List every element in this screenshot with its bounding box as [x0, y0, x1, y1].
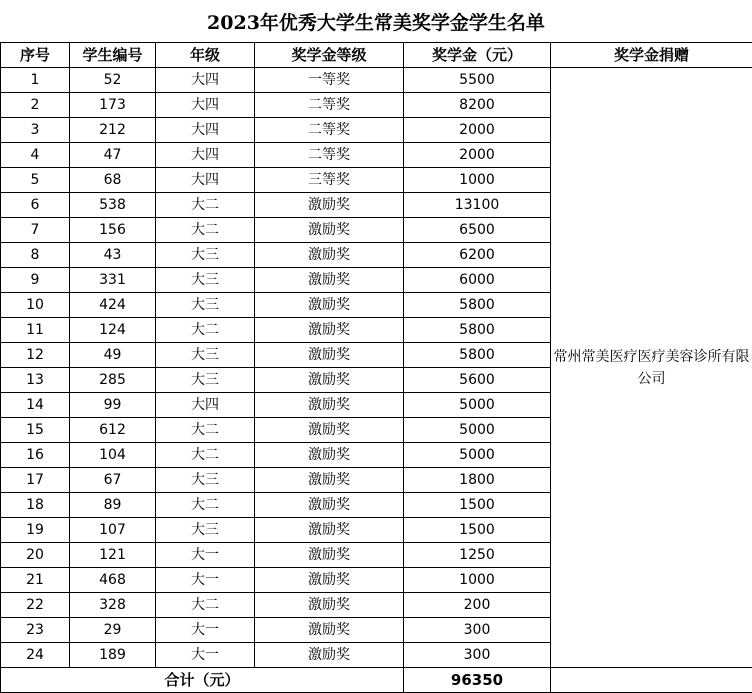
cell-student-id[interactable]: 52: [70, 68, 156, 93]
cell-grade[interactable]: 大四: [156, 93, 255, 118]
cell-amount[interactable]: 1800: [404, 468, 551, 493]
cell-student-id[interactable]: 538: [70, 193, 156, 218]
cell-amount[interactable]: 5000: [404, 443, 551, 468]
cell-grade[interactable]: 大三: [156, 293, 255, 318]
cell-award-level[interactable]: 激励奖: [255, 368, 404, 393]
header-donor[interactable]: 奖学金捐赠: [551, 43, 752, 68]
cell-student-id[interactable]: 124: [70, 318, 156, 343]
cell-student-id[interactable]: 43: [70, 243, 156, 268]
cell-student-id[interactable]: 173: [70, 93, 156, 118]
cell-student-id[interactable]: 47: [70, 143, 156, 168]
cell-amount[interactable]: 1500: [404, 493, 551, 518]
cell-amount[interactable]: 1000: [404, 568, 551, 593]
cell-student-id[interactable]: 68: [70, 168, 156, 193]
cell-award-level[interactable]: 激励奖: [255, 293, 404, 318]
cell-amount[interactable]: 5800: [404, 318, 551, 343]
cell-amount[interactable]: 200: [404, 593, 551, 618]
cell-index[interactable]: 7: [1, 218, 70, 243]
cell-index[interactable]: 2: [1, 93, 70, 118]
cell-index[interactable]: 17: [1, 468, 70, 493]
header-student-id[interactable]: 学生编号: [70, 43, 156, 68]
cell-amount[interactable]: 6200: [404, 243, 551, 268]
cell-grade[interactable]: 大四: [156, 68, 255, 93]
cell-index[interactable]: 9: [1, 268, 70, 293]
cell-grade[interactable]: 大三: [156, 368, 255, 393]
cell-award-level[interactable]: 激励奖: [255, 468, 404, 493]
cell-student-id[interactable]: 285: [70, 368, 156, 393]
cell-amount[interactable]: 2000: [404, 143, 551, 168]
sheet-title[interactable]: 2023年优秀大学生常美奖学金学生名单: [0, 0, 752, 42]
scholarship-table: [0, 42, 752, 693]
cell-grade[interactable]: 大一: [156, 568, 255, 593]
header-amount[interactable]: 奖学金（元）: [404, 43, 551, 68]
cell-award-level[interactable]: 激励奖: [255, 493, 404, 518]
cell-award-level[interactable]: 二等奖: [255, 118, 404, 143]
cell-award-level[interactable]: 激励奖: [255, 568, 404, 593]
cell-amount[interactable]: 8200: [404, 93, 551, 118]
cell-donor[interactable]: 常州常美医疗医疗美容诊所有限公司: [551, 68, 752, 668]
cell-student-id[interactable]: 99: [70, 393, 156, 418]
total-label[interactable]: 合计（元）: [1, 668, 404, 693]
cell-grade[interactable]: 大一: [156, 643, 255, 668]
cell-amount[interactable]: 5500: [404, 68, 551, 93]
cell-amount[interactable]: 5600: [404, 368, 551, 393]
cell-award-level[interactable]: 三等奖: [255, 168, 404, 193]
cell-grade[interactable]: 大二: [156, 318, 255, 343]
cell-index[interactable]: 5: [1, 168, 70, 193]
cell-award-level[interactable]: 二等奖: [255, 143, 404, 168]
cell-grade[interactable]: 大二: [156, 418, 255, 443]
cell-grade[interactable]: 大二: [156, 218, 255, 243]
cell-student-id[interactable]: 49: [70, 343, 156, 368]
cell-index[interactable]: 19: [1, 518, 70, 543]
cell-award-level[interactable]: 激励奖: [255, 593, 404, 618]
cell-student-id[interactable]: 89: [70, 493, 156, 518]
cell-student-id[interactable]: 67: [70, 468, 156, 493]
cell-award-level[interactable]: 激励奖: [255, 193, 404, 218]
header-index[interactable]: 序号: [1, 43, 70, 68]
cell-amount[interactable]: 5800: [404, 293, 551, 318]
cell-amount[interactable]: 5000: [404, 393, 551, 418]
total-row: [1, 668, 752, 693]
cell-index[interactable]: 11: [1, 318, 70, 343]
cell-grade[interactable]: 大四: [156, 143, 255, 168]
table-row: [1, 68, 752, 93]
cell-grade[interactable]: 大四: [156, 393, 255, 418]
cell-index[interactable]: 15: [1, 418, 70, 443]
header-row: [1, 43, 752, 68]
cell-grade[interactable]: 大三: [156, 518, 255, 543]
cell-award-level[interactable]: 激励奖: [255, 443, 404, 468]
total-value[interactable]: 96350: [404, 668, 551, 693]
cell-index[interactable]: 13: [1, 368, 70, 393]
cell-index[interactable]: 6: [1, 193, 70, 218]
header-grade[interactable]: 年级: [156, 43, 255, 68]
cell-student-id[interactable]: 29: [70, 618, 156, 643]
cell-index[interactable]: 23: [1, 618, 70, 643]
cell-award-level[interactable]: 激励奖: [255, 618, 404, 643]
cell-award-level[interactable]: 激励奖: [255, 268, 404, 293]
cell-student-id[interactable]: 107: [70, 518, 156, 543]
cell-award-level[interactable]: 激励奖: [255, 518, 404, 543]
cell-student-id[interactable]: 156: [70, 218, 156, 243]
cell-student-id[interactable]: 104: [70, 443, 156, 468]
cell-grade[interactable]: 大二: [156, 593, 255, 618]
cell-student-id[interactable]: 212: [70, 118, 156, 143]
cell-grade[interactable]: 大二: [156, 443, 255, 468]
cell-index[interactable]: 16: [1, 443, 70, 468]
cell-grade[interactable]: 大四: [156, 118, 255, 143]
cell-index[interactable]: 4: [1, 143, 70, 168]
cell-grade[interactable]: 大二: [156, 193, 255, 218]
cell-award-level[interactable]: 激励奖: [255, 418, 404, 443]
cell-award-level[interactable]: 激励奖: [255, 393, 404, 418]
total-donor-cell[interactable]: [551, 668, 752, 693]
cell-amount[interactable]: 2000: [404, 118, 551, 143]
cell-award-level[interactable]: 一等奖: [255, 68, 404, 93]
cell-grade[interactable]: 大一: [156, 618, 255, 643]
cell-index[interactable]: 22: [1, 593, 70, 618]
cell-grade[interactable]: 大三: [156, 268, 255, 293]
cell-index[interactable]: 20: [1, 543, 70, 568]
cell-amount[interactable]: 13100: [404, 193, 551, 218]
cell-index[interactable]: 24: [1, 643, 70, 668]
cell-amount[interactable]: 1500: [404, 518, 551, 543]
cell-student-id[interactable]: 121: [70, 543, 156, 568]
cell-index[interactable]: 10: [1, 293, 70, 318]
cell-award-level[interactable]: 激励奖: [255, 343, 404, 368]
cell-grade[interactable]: 大四: [156, 168, 255, 193]
header-award-level[interactable]: 奖学金等级: [255, 43, 404, 68]
cell-award-level[interactable]: 激励奖: [255, 643, 404, 668]
cell-amount[interactable]: 300: [404, 618, 551, 643]
cell-index[interactable]: 14: [1, 393, 70, 418]
cell-amount[interactable]: 5800: [404, 343, 551, 368]
cell-student-id[interactable]: 328: [70, 593, 156, 618]
cell-student-id[interactable]: 468: [70, 568, 156, 593]
cell-grade[interactable]: 大三: [156, 343, 255, 368]
cell-grade[interactable]: 大一: [156, 543, 255, 568]
cell-index[interactable]: 3: [1, 118, 70, 143]
cell-amount[interactable]: 5000: [404, 418, 551, 443]
cell-award-level[interactable]: 激励奖: [255, 218, 404, 243]
cell-student-id[interactable]: 331: [70, 268, 156, 293]
cell-grade[interactable]: 大三: [156, 468, 255, 493]
cell-grade[interactable]: 大三: [156, 243, 255, 268]
cell-student-id[interactable]: 424: [70, 293, 156, 318]
cell-amount[interactable]: 1250: [404, 543, 551, 568]
cell-amount[interactable]: 300: [404, 643, 551, 668]
cell-amount[interactable]: 6000: [404, 268, 551, 293]
cell-amount[interactable]: 6500: [404, 218, 551, 243]
cell-index[interactable]: 18: [1, 493, 70, 518]
cell-award-level[interactable]: 激励奖: [255, 243, 404, 268]
cell-amount[interactable]: 1000: [404, 168, 551, 193]
cell-student-id[interactable]: 189: [70, 643, 156, 668]
cell-award-level[interactable]: 二等奖: [255, 93, 404, 118]
cell-index[interactable]: 1: [1, 68, 70, 93]
cell-award-level[interactable]: 激励奖: [255, 543, 404, 568]
cell-index[interactable]: 8: [1, 243, 70, 268]
cell-grade[interactable]: 大二: [156, 493, 255, 518]
cell-award-level[interactable]: 激励奖: [255, 318, 404, 343]
cell-student-id[interactable]: 612: [70, 418, 156, 443]
cell-index[interactable]: 12: [1, 343, 70, 368]
cell-index[interactable]: 21: [1, 568, 70, 593]
